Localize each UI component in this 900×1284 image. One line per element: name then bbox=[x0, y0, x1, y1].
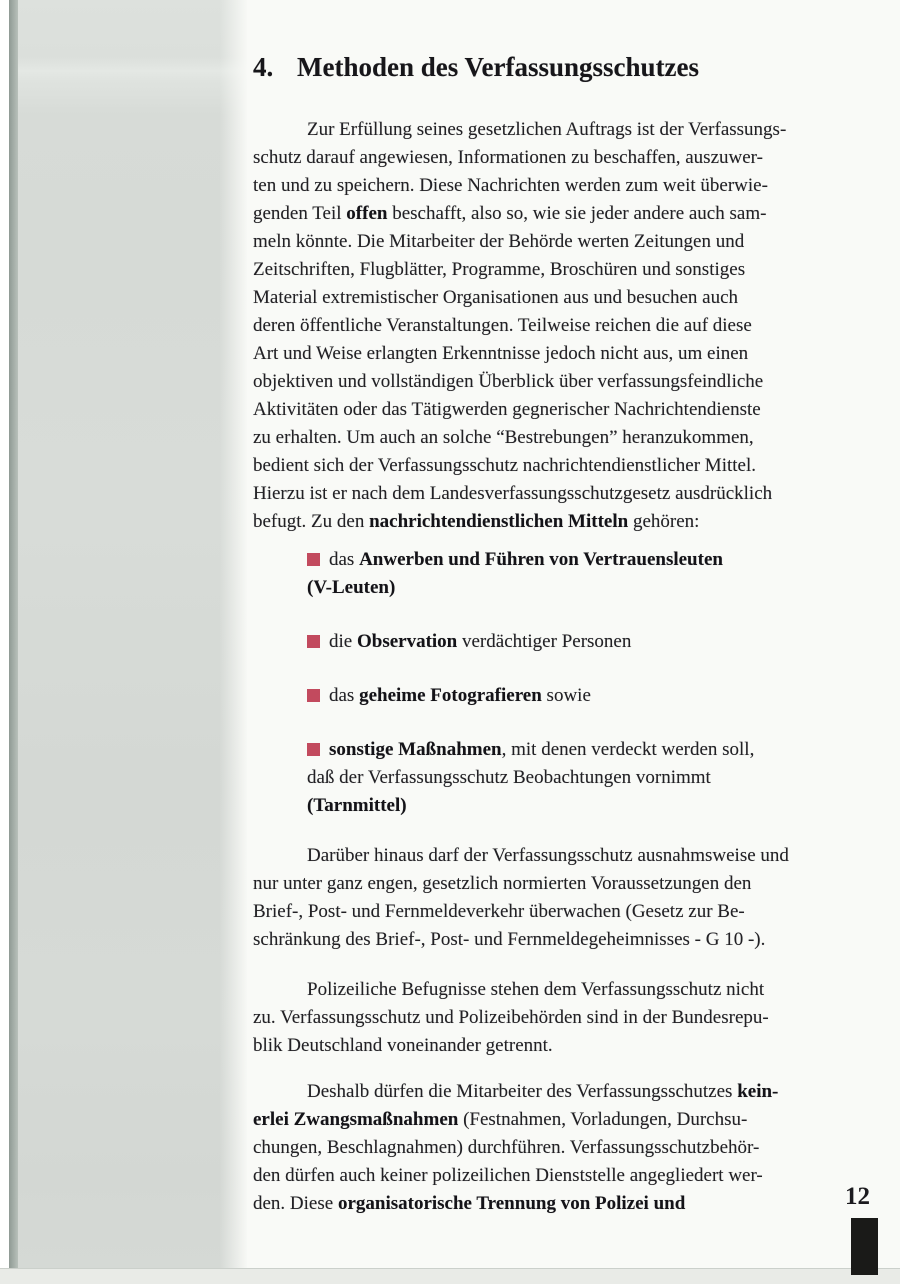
bullet-square-icon bbox=[307, 635, 320, 648]
scan-gutter-shadow bbox=[18, 0, 247, 1268]
text-segment: zu erhalten. Um auch an solche “Bestrebungen” heranzukommen, bbox=[253, 427, 754, 448]
text-segment: das bbox=[329, 549, 360, 570]
page-bottom-edge bbox=[0, 1268, 900, 1284]
text-line bbox=[253, 480, 863, 508]
bullet-square-icon bbox=[307, 689, 320, 702]
text-segment: ten und zu speichern. Diese Nachrichten werden zum weit überwie- bbox=[253, 175, 768, 196]
paragraph bbox=[253, 1078, 863, 1218]
page-number: 12 bbox=[845, 1183, 870, 1210]
bold-text-segment: offen bbox=[346, 203, 388, 224]
bullet-square-icon bbox=[307, 743, 320, 756]
section-title: Methoden des Verfassungsschutzes bbox=[297, 52, 700, 82]
text-line bbox=[307, 792, 863, 820]
text-line bbox=[253, 898, 863, 926]
text-segment: zu. Verfassungsschutz und Polizeibehörden sind in der Bundesrepu- bbox=[253, 1007, 769, 1028]
section-heading bbox=[253, 50, 863, 84]
bold-text-segment: (Tarnmittel) bbox=[307, 795, 407, 816]
body-text bbox=[253, 116, 863, 1218]
text-segment: Brief-, Post- und Fernmeldeverkehr überwachen (Gesetz zur Be- bbox=[253, 901, 745, 922]
text-line bbox=[307, 764, 863, 792]
text-line bbox=[253, 144, 863, 172]
text-line bbox=[253, 842, 863, 870]
text-segment: meln könnte. Die Mitarbeiter der Behörde werten Zeitungen und bbox=[253, 231, 745, 252]
page-left-shadow-edge bbox=[9, 0, 18, 1268]
bold-text-segment: (V-Leuten) bbox=[307, 577, 396, 598]
text-line bbox=[253, 228, 863, 256]
text-line bbox=[307, 574, 863, 602]
text-segment: schränkung des Brief-, Post- und Fernmeldegeheimnisses - G 10 -). bbox=[253, 929, 766, 950]
text-line bbox=[253, 312, 863, 340]
text-segment: nur unter ganz engen, gesetzlich normierten Voraussetzungen den bbox=[253, 873, 752, 894]
text-line bbox=[253, 1162, 863, 1190]
text-segment: Darüber hinaus darf der Verfassungsschutz ausnahmsweise und bbox=[307, 845, 789, 866]
text-line bbox=[253, 1134, 863, 1162]
text-segment: verdächtiger Personen bbox=[457, 631, 632, 652]
bullet-item bbox=[307, 682, 863, 710]
page-left-white-edge bbox=[0, 0, 9, 1284]
paragraph bbox=[253, 116, 863, 536]
text-line bbox=[253, 452, 863, 480]
paragraph bbox=[253, 976, 863, 1060]
text-segment: schutz darauf angewiesen, Informationen zu beschaffen, auszuwer- bbox=[253, 147, 763, 168]
text-line bbox=[253, 1032, 863, 1060]
bold-text-segment: organisatorische Trennung von Polizei und bbox=[337, 1193, 686, 1214]
text-line bbox=[253, 1004, 863, 1032]
bold-text-segment: sonstige Maßnahmen bbox=[329, 739, 502, 760]
text-segment: Art und Weise erlangten Erkenntnisse jedoch nicht aus, um einen bbox=[253, 343, 749, 364]
text-segment: chungen, Beschlagnahmen) durchführen. Verfassungsschutzbehör- bbox=[253, 1137, 760, 1158]
bullet-item bbox=[307, 628, 863, 656]
text-segment: gehören: bbox=[628, 511, 700, 532]
text-line bbox=[253, 976, 863, 1004]
text-line bbox=[253, 870, 863, 898]
text-segment: Zur Erfüllung seines gesetzlichen Auftrags ist der Verfassungs- bbox=[307, 119, 787, 140]
text-line bbox=[307, 628, 863, 656]
text-segment: die bbox=[329, 631, 357, 652]
bold-text-segment: Observation bbox=[356, 631, 458, 652]
text-line bbox=[253, 284, 863, 312]
text-segment: (Festnahmen, Vorladungen, Durchsu- bbox=[458, 1109, 748, 1130]
bold-text-segment: erlei Zwangsmaßnahmen bbox=[253, 1109, 459, 1130]
text-line bbox=[253, 172, 863, 200]
text-segment: den dürfen auch keiner polizeilichen Dienststelle angegliedert wer- bbox=[253, 1165, 763, 1186]
text-line bbox=[307, 546, 863, 574]
text-line bbox=[253, 1106, 863, 1134]
text-line bbox=[253, 200, 863, 228]
text-line bbox=[253, 368, 863, 396]
text-segment: genden Teil bbox=[253, 203, 347, 224]
text-line bbox=[253, 340, 863, 368]
text-line bbox=[253, 116, 863, 144]
page-corner-mark bbox=[851, 1218, 878, 1275]
text-segment: , mit denen verdeckt werden soll, bbox=[501, 739, 755, 760]
text-segment: Polizeiliche Befugnisse stehen dem Verfassungsschutz nicht bbox=[307, 979, 765, 1000]
text-segment: Zeitschriften, Flugblätter, Programme, Broschüren und sonstiges bbox=[253, 259, 746, 280]
text-segment: bedient sich der Verfassungsschutz nachrichtendienstlicher Mittel. bbox=[253, 455, 756, 476]
text-line bbox=[253, 1078, 863, 1106]
paragraph bbox=[253, 842, 863, 954]
text-segment: blik Deutschland voneinander getrennt. bbox=[253, 1035, 553, 1056]
bold-text-segment: geheime Fotografieren bbox=[359, 685, 542, 706]
text-line bbox=[253, 424, 863, 452]
text-segment: Hierzu ist er nach dem Landesverfassungsschutzgesetz ausdrücklich bbox=[253, 483, 773, 504]
text-line bbox=[253, 926, 863, 954]
text-segment: den. Diese bbox=[253, 1193, 338, 1214]
text-segment: daß der Verfassungsschutz Beobachtungen vornimmt bbox=[307, 767, 711, 788]
text-line bbox=[253, 256, 863, 284]
section-number: 4. bbox=[253, 52, 274, 82]
text-segment: deren öffentliche Veranstaltungen. Teilweise reichen die auf diese bbox=[253, 315, 752, 336]
text-column bbox=[253, 50, 863, 1240]
text-line bbox=[253, 1190, 863, 1218]
text-segment: das bbox=[329, 685, 360, 706]
text-line bbox=[253, 396, 863, 424]
bullet-item bbox=[307, 546, 863, 602]
bullet-item bbox=[307, 736, 863, 820]
text-segment: Deshalb dürfen die Mitarbeiter des Verfassungsschutzes bbox=[307, 1081, 738, 1102]
text-segment: objektiven und vollständigen Überblick über verfassungsfeindliche bbox=[253, 371, 764, 392]
text-segment: Material extremistischer Organisationen aus und besuchen auch bbox=[253, 287, 739, 308]
bold-text-segment: nachrichtendienstlichen Mitteln bbox=[369, 511, 629, 532]
text-segment: sowie bbox=[541, 685, 591, 706]
bold-text-segment: Anwerben und Führen von Vertrauensleuten bbox=[359, 549, 723, 570]
text-segment: Aktivitäten oder das Tätigwerden gegnerischer Nachrichtendienste bbox=[253, 399, 761, 420]
text-line bbox=[307, 682, 863, 710]
text-segment: befugt. Zu den bbox=[253, 511, 370, 532]
text-line bbox=[253, 508, 863, 536]
text-line bbox=[307, 736, 863, 764]
text-segment: beschafft, also so, wie sie jeder andere auch sam- bbox=[387, 203, 767, 224]
bullet-square-icon bbox=[307, 553, 320, 566]
bold-text-segment: kein- bbox=[737, 1081, 779, 1102]
